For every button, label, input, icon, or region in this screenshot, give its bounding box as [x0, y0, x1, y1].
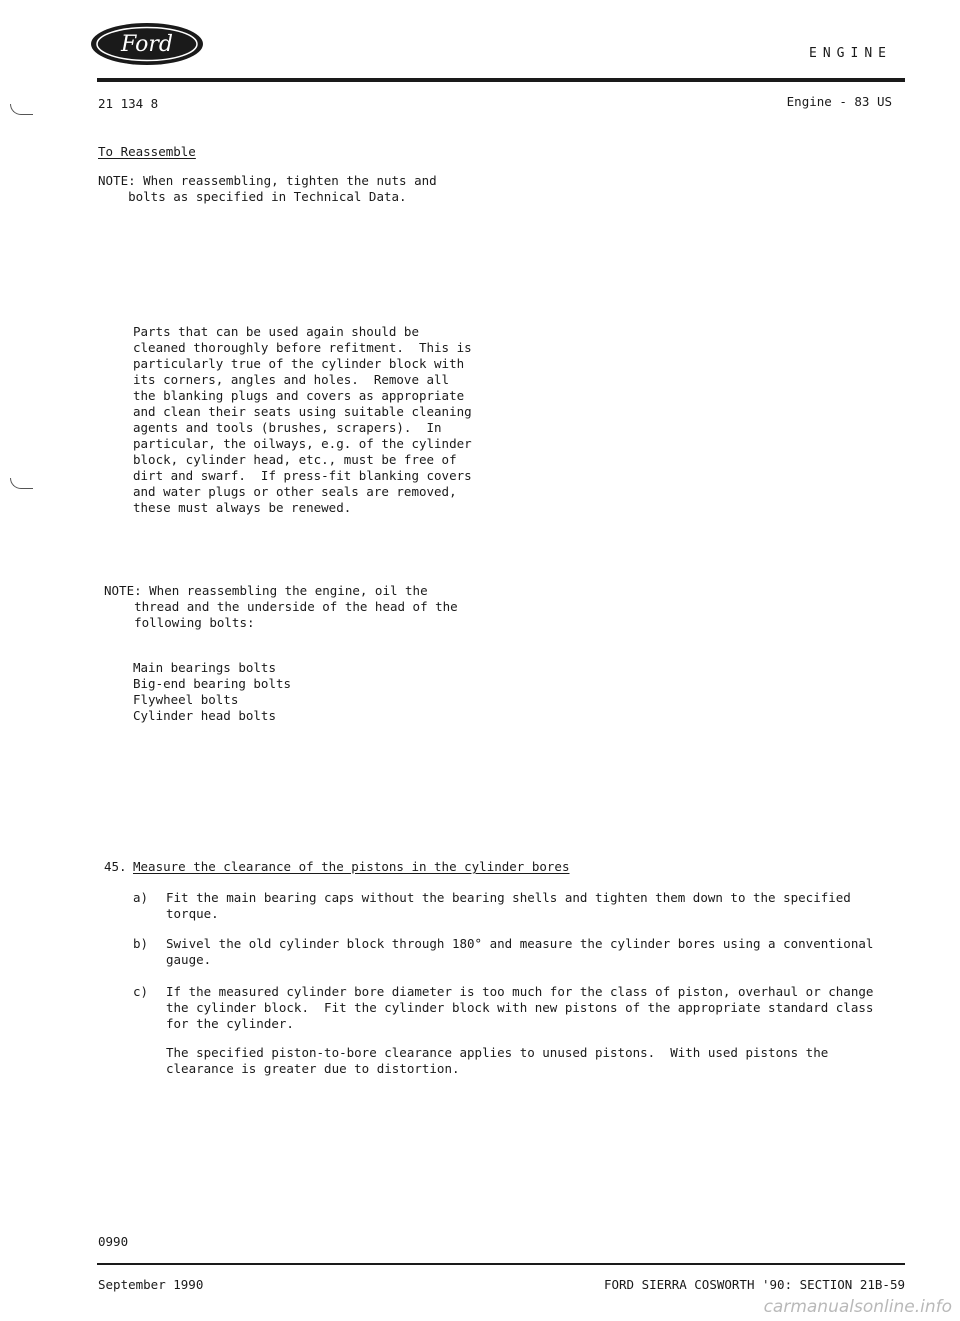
footer-reference: FORD SIERRA COSWORTH '90: SECTION 21B-59	[603, 1277, 905, 1292]
paragraph-line: and clean their seats using suitable cleaning	[133, 404, 472, 419]
watermark: carmanualsonline.info	[763, 1297, 952, 1317]
paragraph-line: dirt and swarf. If press-fit blanking covers	[133, 468, 472, 483]
ford-logo	[88, 20, 206, 68]
paragraph-line: particularly true of the cylinder block with	[133, 356, 465, 371]
page-code: 21 134 8	[98, 96, 159, 111]
closing-paragraph	[166, 1045, 828, 1077]
bolt-list	[133, 660, 291, 724]
substep-label-b: b)	[133, 936, 149, 951]
section-heading: To Reassemble	[98, 144, 196, 159]
substep-line: Swivel the old cylinder block through 180° and measure the cylinder bores using a conventional	[166, 936, 874, 951]
margin-mark	[10, 104, 33, 115]
subsection-label: Engine - 83 US	[786, 94, 892, 109]
substep-line: for the cylinder.	[166, 1016, 294, 1031]
list-item: Main bearings bolts	[133, 660, 276, 675]
note-line: NOTE: When reassembling, tighten the nuts and	[98, 173, 437, 188]
cleaning-paragraph	[133, 324, 472, 516]
substep-line: Fit the main bearing caps without the bearing shells and tighten them down to the specified	[166, 890, 851, 905]
margin-mark	[10, 478, 33, 489]
paragraph-line: clearance is greater due to distortion.	[166, 1061, 460, 1076]
footer-rule	[97, 1263, 905, 1265]
substep-a	[166, 890, 851, 922]
note-1	[98, 173, 437, 205]
list-item: Flywheel bolts	[133, 692, 239, 707]
substep-line: If the measured cylinder bore diameter is too much for the class of piston, overhaul or change	[166, 984, 874, 999]
substep-line: the cylinder block. Fit the cylinder block with new pistons of the appropriate standard class	[166, 1000, 874, 1015]
note-line: NOTE: When reassembling the engine, oil the	[104, 583, 428, 598]
ford-logo-text: Ford	[121, 32, 173, 57]
note-line: thread and the underside of the head of the	[104, 599, 458, 614]
step-number: 45.	[104, 859, 127, 874]
note-line: bolts as specified in Technical Data.	[98, 189, 407, 204]
substep-line: gauge.	[166, 952, 212, 967]
paragraph-line: cleaned thoroughly before refitment. This is	[133, 340, 472, 355]
list-item: Cylinder head bolts	[133, 708, 276, 723]
section-label: ENGINE	[809, 46, 892, 61]
header-rule	[97, 78, 905, 82]
paragraph-line: these must always be renewed.	[133, 500, 352, 515]
note-line: following bolts:	[104, 615, 255, 630]
paragraph-line: The specified piston-to-bore clearance applies to unused pistons. With used pistons the	[166, 1045, 829, 1060]
substep-label-a: a)	[133, 890, 149, 905]
substep-c	[166, 984, 873, 1032]
footer-date: September 1990	[98, 1277, 204, 1292]
substep-b	[166, 936, 873, 968]
list-item: Big-end bearing bolts	[133, 676, 292, 691]
footer-code: 0990	[98, 1234, 129, 1249]
paragraph-line: and water plugs or other seals are removed,	[133, 484, 457, 499]
substep-line: torque.	[166, 906, 219, 921]
paragraph-line: its corners, angles and holes. Remove all	[133, 372, 450, 387]
paragraph-line: block, cylinder head, etc., must be free of	[133, 452, 457, 467]
paragraph-line: particular, the oilways, e.g. of the cylinder	[133, 436, 472, 451]
paragraph-line: the blanking plugs and covers as appropriate	[133, 388, 465, 403]
paragraph-line: Parts that can be used again should be	[133, 324, 419, 339]
step-title: Measure the clearance of the pistons in the cylinder bores	[133, 859, 570, 874]
paragraph-line: agents and tools (brushes, scrapers). In	[133, 420, 442, 435]
substep-label-c: c)	[133, 984, 149, 999]
note-2	[104, 583, 458, 631]
